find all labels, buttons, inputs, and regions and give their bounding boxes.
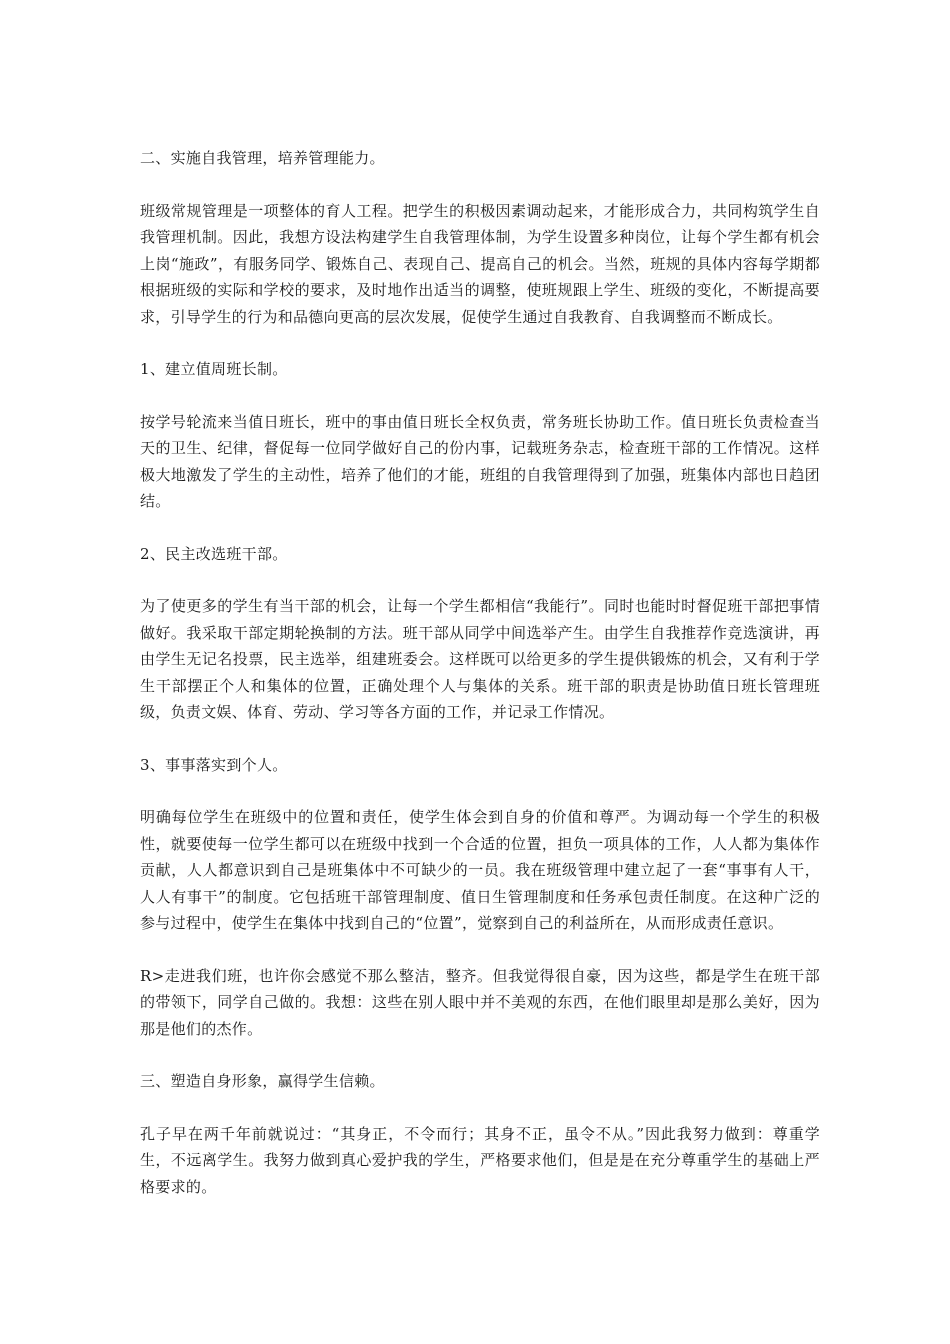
paragraph-democratic-election: 为了使更多的学生有当干部的机会，让每一个学生都相信“我能行”。同时也能时时督促班干部把事情做好。我采取干部定期轮换制的方法。班干部从同学中间选举产生。由学生自我推荐作竞选演讲，再由学生无记名投票，民主选举，组建班委会。这样既可以给更多的学生提供锻炼的机会，又有利于学生干部摆正个人和集体的位置，正确处理个人与集体的关系。班干部的职责是协助值日班长管理班级，负责文娱、体育、劳动、学习等各方面的工作，并记录工作情况。 (140, 597, 820, 721)
paragraph-routine-management: 班级常规管理是一项整体的育人工程。把学生的积极因素调动起来，才能形成合力，共同构筑学生自我管理机制。因此，我想方设法构建学生自我管理体制，为学生设置多种岗位，让每个学生都有机会上岗“施政”，有服务同学、锻炼自己、表现自己、提高自己的机会。当然，班规的具体内容每学期都根据班级的实际和学校的要求，及时地作出适当的调整，使班规跟上学生、班级的变化，不断提高要求，引导学生的行为和品德向更高的层次发展，促使学生通过自我教育、自我调整而不断成长。 (140, 201, 820, 326)
paragraph-confucius: 孔子早在两千年前就说过：“其身正，不令而行；其身不正，虽令不从。”因此我努力做到：尊重学生，不远离学生。我努力做到真心爱护我的学生，严格要求他们，但是是在充分尊重学生的基础上严格要求的。 (140, 1124, 820, 1196)
subheading-weekly-monitor: 1、建立值周班长制。 (140, 360, 288, 378)
section-heading-self-management: 二、实施自我管理，培养管理能力。 (140, 149, 385, 167)
subheading-individual-responsibility: 3、事事落实到个人。 (140, 755, 288, 774)
paragraph-weekly-monitor: 按学号轮流来当值日班长，班中的事由值日班长全权负责，常务班长协助工作。值日班长负责检查当天的卫生、纪律，督促每一位同学做好自己的份内事，记载班务杂志，检查班干部的工作情况。这样极大地激发了学生的主动性，培养了他们的才能，班组的自我管理得到了加强，班集体内部也日趋团结。 (140, 412, 820, 510)
paragraph-individual-responsibility: 明确每位学生在班级中的位置和责任，使学生体会到自身的价值和尊严。为调动每一个学生的积极性，就要使每一位学生都可以在班级中找到一个合适的位置，担负一项具体的工作，人人都为集体作贡献，人人都意识到自己是班集体中不可缺少的一员。我在班级管理中建立起了一套“事事有人干，人人有事干”的制度。它包括班干部管理制度、值日生管理制度和任务承包责任制度。在这种广泛的参与过程中，使学生在集体中找到自己的“位置”，觉察到自己的利益所在，从而形成责任意识。 (140, 808, 820, 932)
paragraph-our-class: R>走进我们班，也许你会感觉不那么整洁，整齐。但我觉得很自豪，因为这些，都是学生在班干部的带领下，同学自己做的。我想：这些在别人眼中并不美观的东西，在他们眼里却是那么美好，因为那是他们的杰作。 (140, 966, 820, 1038)
subheading-democratic-election: 2、民主改选班干部。 (140, 544, 288, 563)
document-page (140, 145, 820, 1226)
section-heading-self-image: 三、塑造自身形象，赢得学生信赖。 (140, 1072, 385, 1090)
